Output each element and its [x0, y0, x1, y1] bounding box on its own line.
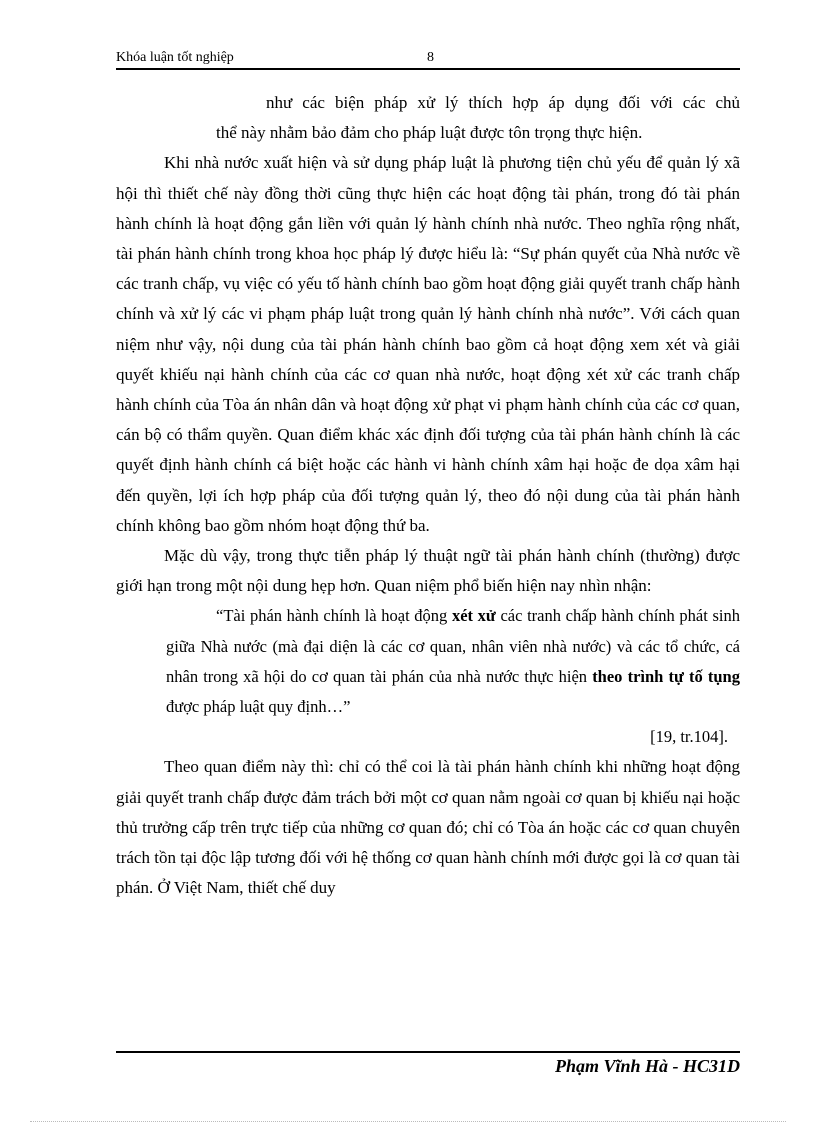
citation: [19, tr.104].	[650, 727, 728, 747]
document-body	[116, 88, 740, 903]
page-header	[116, 50, 740, 70]
paragraph-3: Theo quan điểm này thì: chỉ có thể coi là tài phán hành chính khi những hoạt động giải quyết tranh chấp được đảm trách bởi một cơ quan nằm ngoài cơ quan bị khiếu nại hoặc thủ trưởng cấp trên trực tiếp của những cơ quan đó; chỉ có Tòa án hoặc các cơ quan chuyên trách tồn tại độc lập tương đối với hệ thống cơ quan hành chính mới được gọi là cơ quan tài phán. Ở Việt Nam, thiết chế duy	[116, 757, 740, 898]
continued-paragraph-line-2: thể này nhằm bảo đảm cho pháp luật được tôn trọng thực hiện.	[216, 123, 643, 143]
block-quote	[166, 601, 740, 722]
page-number: 8	[427, 50, 434, 65]
footer-author: Phạm Vĩnh Hà - HC31D	[554, 1056, 740, 1076]
continued-line-1: như các biện pháp xử lý thích hợp áp dụng đối với các chủ	[266, 93, 740, 112]
quote-part-d: được pháp luật quy định…”	[166, 697, 351, 717]
quote-bold-2: theo trình tự tố tụng	[592, 666, 740, 686]
paragraph-2: Mặc dù vậy, trong thực tiễn pháp lý thuật ngữ tài phán hành chính (thường) được giới hạn trong một nội dung hẹp hơn. Quan niệm phổ biến hiện nay nhìn nhận:	[116, 546, 740, 596]
quote-part-c: các tranh chấp hành chính phát sinh giữa Nhà nước (mà đại diện là các cơ quan, nhân viên nhà nước) và các tổ chức, cá nhân trong xã hội do cơ quan tài phán của nhà nước thực hiện	[166, 606, 740, 686]
quote-bold-1: xét xử	[451, 606, 496, 626]
page-bottom-border	[30, 1121, 786, 1122]
paragraph-1: Khi nhà nước xuất hiện và sử dụng pháp luật là phương tiện chủ yếu để quản lý xã hội thì thiết chế này đồng thời cũng thực hiện các hoạt động tài phán, trong đó tài phán hành chính là hoạt động gắn liền với quản lý hành chính nhà nước. Theo nghĩa rộng nhất, tài phán hành chính trong khoa học pháp lý được hiểu là: “Sự phán quyết của Nhà nước về các tranh chấp, vụ việc có yếu tố hành chính bao gồm hoạt động giải quyết tranh chấp hành chính và xử lý các vi phạm pháp luật trong quản lý hành chính nhà nước”. Với cách quan niệm như vậy, nội dung của tài phán hành chính bao gồm cả hoạt động xem xét và giải quyết khiếu nại hành chính của các cơ quan nhà nước, hoạt động xét xử các tranh chấp hành chính của Tòa án nhân dân và hoạt động xử phạt vi phạm hành chính của các cơ quan, cán bộ có thẩm quyền. Quan điểm khác xác định đối tượng của tài phán hành chính là các quyết định hành chính cá biệt hoặc các hành vi hành chính xâm hại hoặc đe dọa xâm hại đến quyền, lợi ích hợp pháp của đối tượng quản lý, theo đó nội dung của tài phán hành chính không bao gồm nhóm hoạt động thứ ba.	[116, 153, 740, 535]
continued-paragraph	[266, 88, 740, 118]
quote-part-a: “Tài phán hành chính là hoạt động	[216, 606, 452, 626]
footer-rule	[116, 1051, 740, 1053]
header-title: Khóa luận tốt nghiệp	[116, 50, 234, 65]
